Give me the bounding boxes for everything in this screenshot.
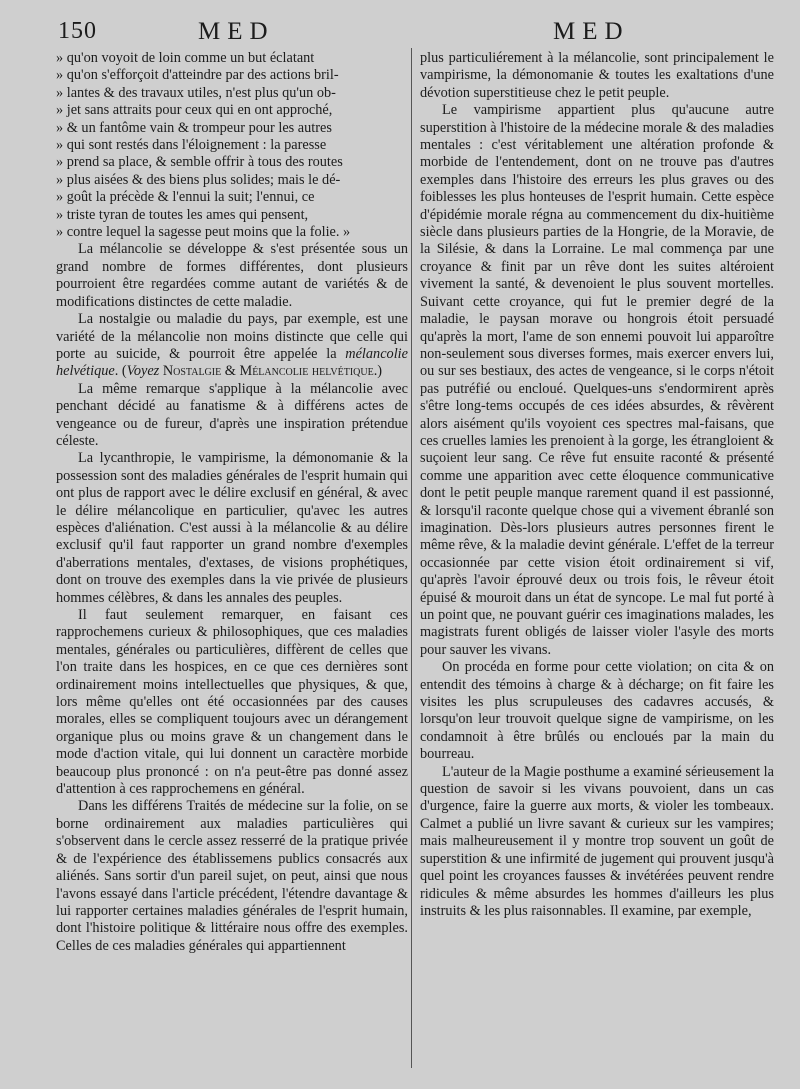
paragraph-nostalgie	[56, 311, 408, 381]
quote-line: » triste tyran de toutes les ames qui pensent,	[56, 206, 309, 223]
quote-line: » qui sont restés dans l'éloignement : la paresse	[56, 137, 327, 154]
quote-line: » jet sans attraits pour ceux qui en ont approché,	[56, 102, 333, 119]
quote-line: » plus aisées & des biens plus solides; mais le dé-	[56, 171, 341, 188]
paragraph: La même remarque s'applique à la mélancolie avec penchant décidé au fanatisme & à différens actes de vengeance ou de fureur, d'après une inspiration prétendue céleste.	[56, 380, 408, 449]
quote-line: » prend sa place, & semble offrir à tous des routes	[56, 154, 343, 171]
paragraph: Le vampirisme appartient plus qu'aucune autre superstition à l'histoire de la médecine morale & des maladies mentales : c'est véritablement une altération profonde & morbide de l'entendement, dont on ne trouve pas d'autres exemples dans l'histoire des erreurs les plus graves ou des foiblesses les plus honteuses de l'esprit humain. Cette espèce d'épidémie morale régna au commencement du dix-huitième siècle dans plusieurs parties de la Hongrie, de la Moravie, de la Silésie, & dans la Lorraine. Le mal commença par une croyance & finit par un rêve dont les suites altéroient vivement la santé, & devenoient le plus souvent mortelles. Suivant cette croyance, qui fut le premier degré de la maladie, le paysan morave ou hongrois étoit persuadé qu'après la mort, l'ame de son ennemi pouvoit lui apparoître non-seulement sous diverses formes, mais exercer envers lui, ou sur ses bestiaux, des actes de vengeance, si le corps n'étoit pas putréfié ou encloué. Quelques-uns s'endormirent après s'être long-tems occupés de ces idées absurdes, & rêvèrent alors aisément qu'ils voyoient ces spectres mal-faisans, que ces cruelles lamies les prenoient à la gorge, les étrangloient & suçoient leur sang. Ce rêve fut ensuite raconté & présenté comme une apparition avec cette éloquence communicative dont le petit peuple manque rarement quand il est passionné, & lorsqu'il raconte quelque chose qui a vivement ébranlé son imagination. Dès-lors plusieurs autres personnes firent le même rêve, & la maladie devint générale. L'effet de la terreur occasionnée par cette vision étoit ordinairement si vif, qu'après l'avoir éprouvé deux ou trois fois, le rêveur étoit épuisé & mouroit dans un état de syncope. Le mal fut porté à un point que, ne pouvant guérir ces imaginations malades, les magistrats furent obligés de laisser violer l'asyle des morts pour sauver les vivans.	[420, 102, 774, 658]
paragraph: La lycanthropie, le vampirisme, la démonomanie & la possession sont des maladies générales de l'esprit humain qui ont plus de rapport avec le délire exclusif en général, & avec le délire mélancolique en particulier, qu'avec les autres espèces d'aliénation. C'est aussi à la mélancolie & au délire exclusif qu'il faut rapporter un grand nombre d'exemples d'aberrations mentales, d'extases, de visions prophétiques, dont on trouve des exemples dans la vie privée de plusieurs hommes célèbres, & dans les annales des peuples.	[56, 450, 408, 606]
running-head-right: MED	[553, 18, 630, 45]
left-column	[56, 50, 408, 955]
column-divider	[411, 48, 412, 1068]
cross-reference-voyez: Voyez	[126, 363, 160, 380]
right-column	[420, 50, 774, 920]
quote-line: » & un fantôme vain & trompeur pour les autres	[56, 119, 332, 136]
paragraph: La mélancolie se développe & s'est présentée sous un grand nombre de formes différentes, dont plusieurs pourroient être regardées comme autant de variétés & de modifications distinctes de cette maladie.	[56, 241, 408, 310]
text-run: . (	[114, 363, 127, 380]
quote-line: » qu'on s'efforçoit d'atteindre par des actions bril-	[56, 67, 339, 84]
quote-line: » goût la précède & l'ennui la suit; l'ennui, ce	[56, 189, 315, 206]
quote-line: » qu'on voyoit de loin comme un but éclatant	[56, 50, 315, 66]
page-header	[0, 18, 800, 46]
italic-term: mélancolie helvétique	[56, 345, 408, 380]
paragraph-continued: plus particuliérement à la mélancolie, sont principalement le vampirisme, la démonomanie & toutes les exaltations d'une dévotion superstitieuse chez le petit peuple.	[420, 50, 774, 101]
text-run: .)	[373, 363, 383, 380]
quote-line: » lantes & des travaux utiles, n'est plus qu'un ob-	[56, 84, 336, 101]
paragraph: On procéda en forme pour cette violation; on cita & on entendit des témoins à charge & à décharge; on fit faire les visites les plus scrupuleuses des cadavres accusés, & lorsqu'on leur trouvoit quelque signe de vampirisme, on les condamnoit à être brûlés ou encloués par la main du bourreau.	[420, 659, 774, 763]
quotation-block	[56, 50, 408, 241]
page-number: 150	[58, 18, 97, 44]
quote-line: » contre lequel la sagesse peut moins que la folie. »	[56, 224, 351, 241]
paragraph: L'auteur de la Magie posthume a examiné sérieusement la question de savoir si les vivans pouvoient, dans un cas d'urgence, faire la guerre aux morts, & violer les tombeaux. Calmet a publié un livre savant & curieux sur les vampires; mais malheureusement il y montre trop souvent un goût de superstition & une infirmité de jugement qui prouvent jusqu'à quel point les croyances fausses & invétérées peuvent rendre ridicules & même absurdes les hommes d'ailleurs les plus instruits & les plus raisonnables. Il examine, par exemple,	[420, 763, 774, 919]
text-run: La nostalgie ou maladie du pays, par exemple, est une variété de la mélancolie non moins distincte que celle qui porte au suicide, & pourroit être appelée la	[56, 311, 408, 362]
cross-reference-entry: Nostalgie & Mélancolie helvétique	[162, 363, 374, 380]
paragraph: Dans les différens Traités de médecine sur la folie, on se borne ordinairement aux maladies particulières qui s'observent dans le cercle assez resserré de la pratique privée & de l'expérience des établissemens publics consacrés aux aliénés. Sans sortir d'un pareil sujet, on peut, ainsi que nous l'avons essayé dans l'article précédent, l'étendre davantage & lui rapporter certaines maladies générales de l'esprit humain, dont l'histoire politique & littéraire nous offre des exemples. Celles de ces maladies générales qui appartiennent	[56, 798, 408, 954]
running-head-left: MED	[198, 18, 275, 45]
paragraph: Il faut seulement remarquer, en faisant ces rapprochemens curieux & philosophiques, que ces maladies mentales, générales ou particulières, diffèrent de celles que l'on traite dans les hospices, en ce que ces dernières sont ordinairement moins intellectuelles que physiques, & que, lors même qu'elles ont été occasionnées par des causes morales, elles se compliquent toujours avec un dérangement organique plus ou moins grave & un changement dans le mode d'action vitale, qui lui donnent un caractère morbide beaucoup plus prononcé : on n'a peut-être pas donné assez d'attention à ces rapprochemens en général.	[56, 607, 408, 798]
